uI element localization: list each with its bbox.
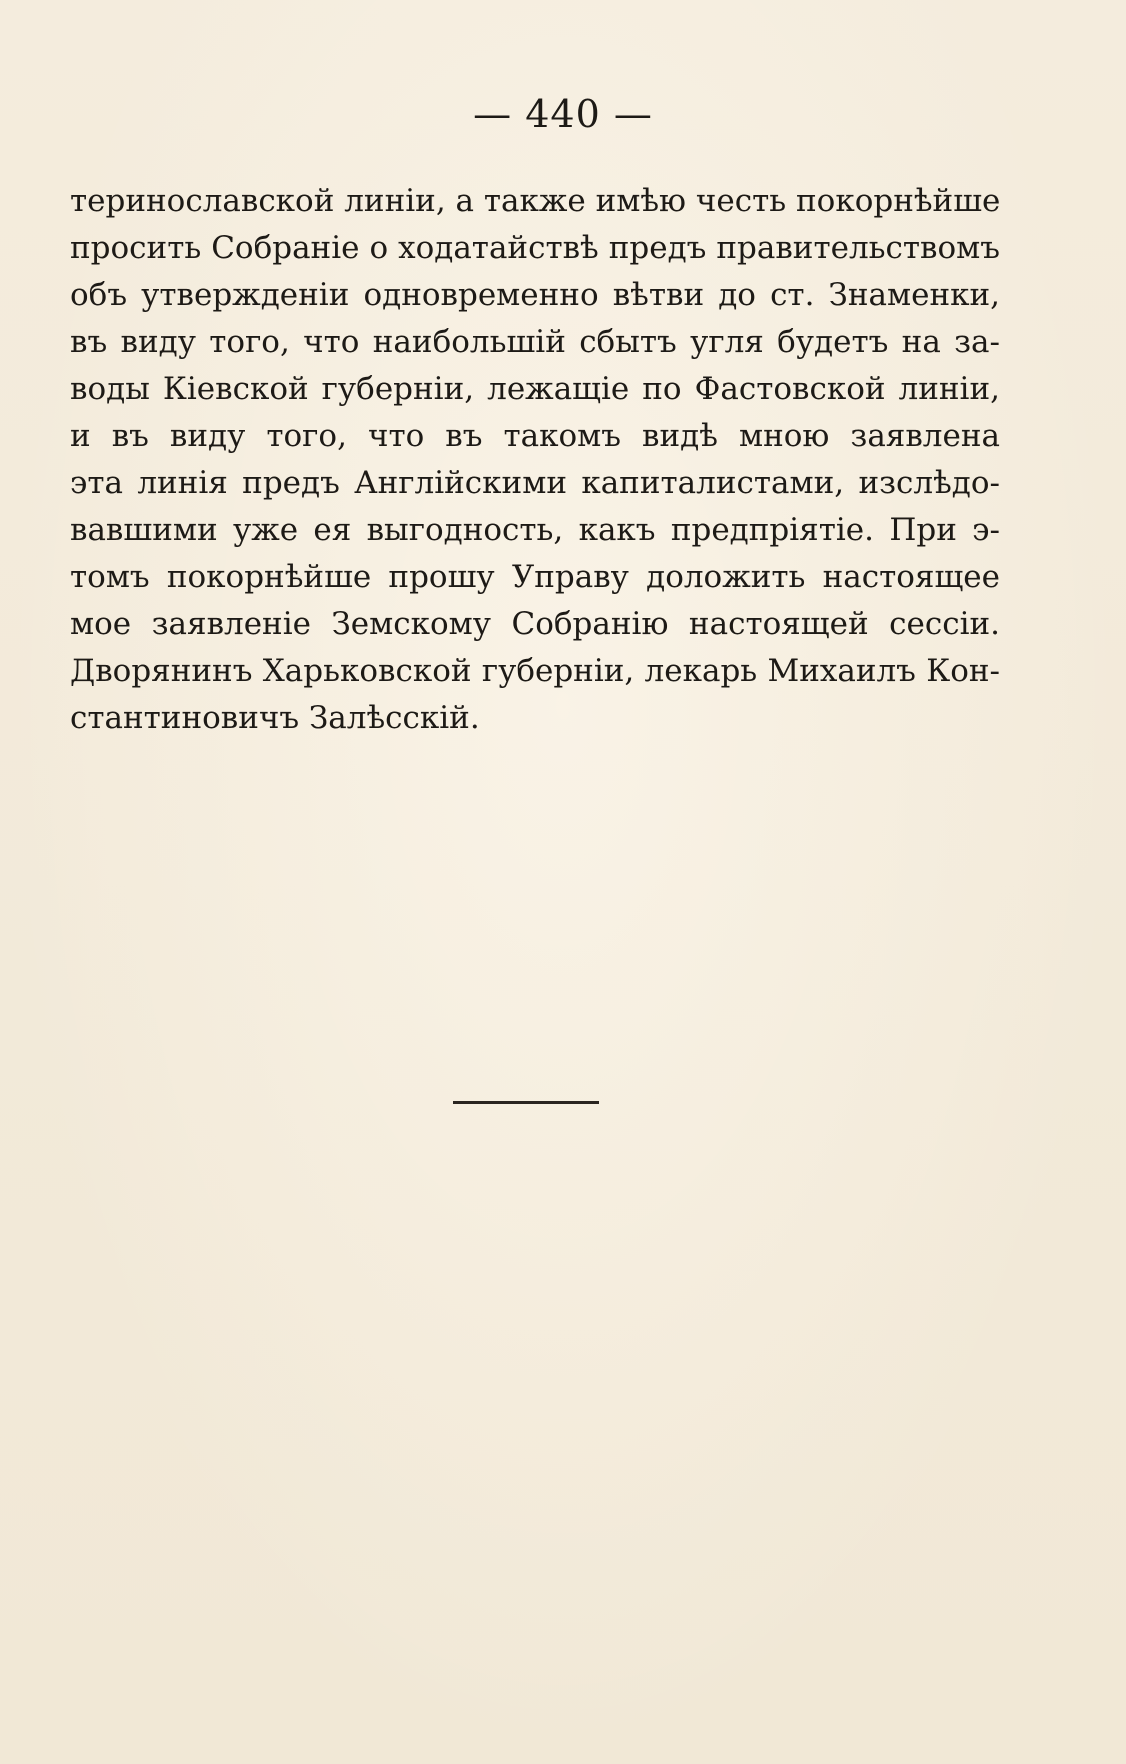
text-line: и въ виду того, что въ такомъ видѣ мною заявлена xyxy=(70,418,1000,454)
text-line: въ виду того, что наибольшій сбытъ угля будетъ на за- xyxy=(70,324,1000,360)
body-paragraph xyxy=(70,178,1000,742)
text-line: объ утвержденіи одновременно вѣтви до ст. Знаменки, xyxy=(70,277,1000,313)
text-line: териноcлавской линіи, а также имѣю честь покорнѣйше xyxy=(70,183,1001,219)
page-number: — 440 — xyxy=(473,92,653,136)
section-divider xyxy=(453,1101,599,1104)
text-line: эта линія предъ Англійскими капиталистами, изслѣдо- xyxy=(70,465,1000,501)
text-line: мое заявленіе Земскому Собранію настоящей сессіи. xyxy=(70,606,1000,642)
text-line: Дворянинъ Харьковской губерніи, лекарь Михаилъ Кон- xyxy=(70,653,1000,689)
text-line: стантиновичъ Залѣсскій. xyxy=(70,700,480,736)
text-line: вавшими уже ея выгодность, какъ предпріятіе. При э- xyxy=(70,512,1000,548)
text-line: воды Кіевской губерніи, лежащіе по Фастовской линіи, xyxy=(70,371,1000,407)
text-line: просить Собраніе о ходатайствѣ предъ правительствомъ xyxy=(70,230,1000,266)
text-line: томъ покорнѣйше прошу Управу доложить настоящее xyxy=(70,559,1000,595)
